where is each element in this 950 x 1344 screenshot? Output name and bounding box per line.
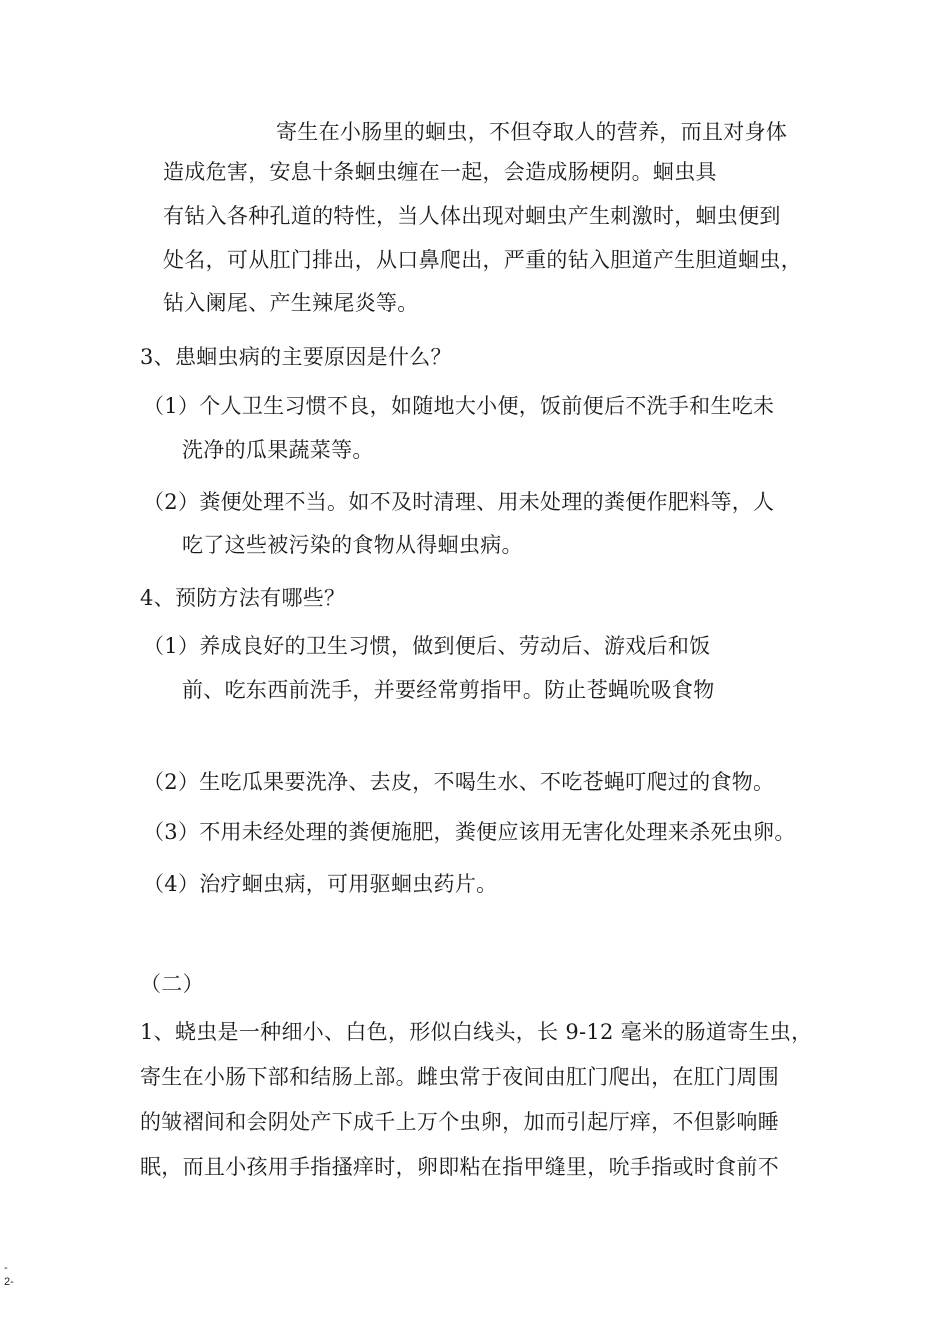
footer-mark: - — [4, 1262, 8, 1274]
paragraph-line: 处名，可从肛门排出，从口鼻爬出，严重的钻入胆道产生胆道蛔虫， — [163, 248, 802, 272]
section-heading: 4、预防方法有哪些？ — [140, 586, 346, 610]
list-item-line: （4）治疗蛔虫病，可用驱蛔虫药片。 — [143, 872, 498, 896]
paragraph-line: 造成危害，安息十条蛔虫缠在一起，会造成肠梗阴。蛔虫具 — [163, 160, 717, 184]
list-item-line: （2）粪便处理不当。如不及时清理、用未处理的粪便作肥料等，人 — [143, 490, 775, 514]
section-marker: （二） — [140, 972, 204, 996]
paragraph-line: 钻入阑尾、产生辣尾炎等。 — [163, 291, 419, 315]
paragraph-line: 有钻入各种孔道的特性，当人体出现对蛔虫产生刺激时，蛔虫便到 — [163, 204, 781, 228]
page-number: 2- — [4, 1276, 14, 1288]
paragraph-line: 寄生在小肠下部和结肠上部。雌虫常于夜间由肛门爬出，在肛门周围 — [140, 1065, 779, 1089]
section-heading: 3、患蛔虫病的主要原因是什么？ — [140, 345, 452, 369]
list-item-line: （2）生吃瓜果要洗净、去皮，不喝生水、不吃苍蝇叮爬过的食物。 — [143, 770, 775, 794]
list-item-line: 洗净的瓜果蔬菜等。 — [182, 438, 374, 462]
paragraph-line: 的皱褶间和会阴处产下成千上万个虫卵，加而引起厅痒，不但影响睡 — [140, 1110, 779, 1134]
paragraph-line: 寄生在小肠里的蛔虫，不但夺取人的营养，而且对身体 — [276, 120, 788, 144]
paragraph-line: 眠，而且小孩用手指搔痒时，卵即粘在指甲缝里，吮手指或时食前不 — [140, 1155, 779, 1179]
paragraph-line: 1、蛲虫是一种细小、白色，形似白线头，长 9-12 毫米的肠道寄生虫， — [140, 1020, 813, 1044]
list-item-line: 吃了这些被污染的食物从得蛔虫病。 — [182, 533, 523, 557]
list-item-line: （1）养成良好的卫生习惯，做到便后、劳动后、游戏后和饭 — [143, 634, 711, 658]
list-item-line: （3）不用未经处理的粪便施肥，粪便应该用无害化处理来杀死虫卵。 — [143, 820, 796, 844]
list-item-line: 前、吃东西前洗手，并要经常剪指甲。防止苍蝇吮吸食物 — [182, 678, 715, 702]
list-item-line: （1）个人卫生习惯不良，如随地大小便，饭前便后不洗手和生吃未 — [143, 394, 775, 418]
